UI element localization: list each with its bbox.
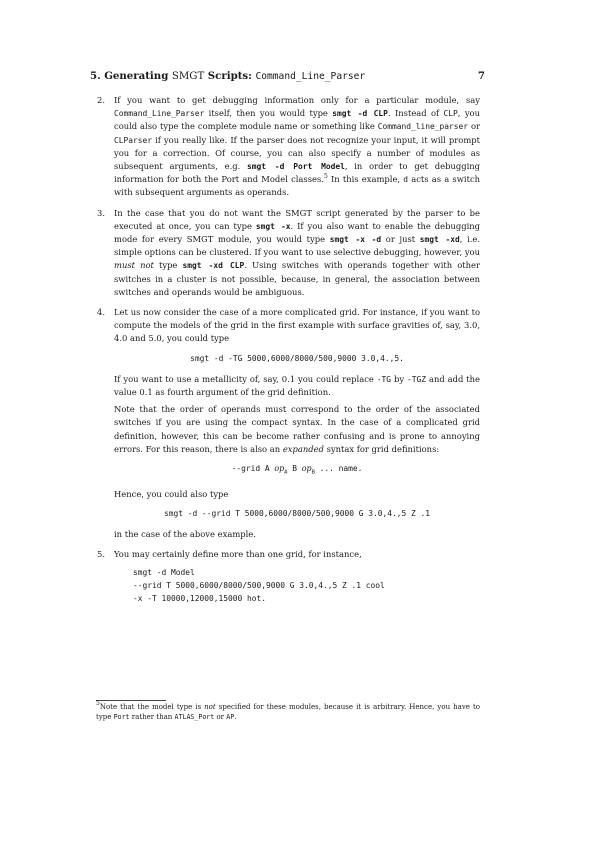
text: If you want to get debugging information only for a particular module, say	[114, 95, 480, 105]
subscript: B	[311, 469, 315, 476]
paragraph	[114, 373, 480, 399]
list-item-5	[97, 548, 480, 605]
text: itself, then you would type	[204, 108, 333, 119]
inline-code: Port	[113, 713, 130, 722]
section-smgt: SMGT	[171, 71, 205, 82]
paragraph	[114, 207, 480, 299]
item-number: 4.	[97, 307, 105, 318]
item-number: 5.	[97, 549, 105, 560]
inline-code: smgt -d CLP	[332, 109, 388, 119]
text: B	[287, 464, 302, 474]
inline-code: ATLAS_Port	[174, 713, 215, 722]
paragraph: in the case of the above example.	[114, 529, 256, 540]
body-text	[97, 94, 481, 612]
operand: op	[301, 464, 312, 474]
text: --grid A	[231, 464, 275, 474]
inline-code: -TG	[376, 374, 392, 384]
code-block	[114, 566, 480, 606]
footnote	[96, 702, 480, 723]
footnote-mark: 5	[323, 173, 328, 181]
text: , you could also type the complete module name or something like	[114, 108, 480, 132]
text: . Instead of	[387, 108, 444, 119]
text: or	[214, 713, 227, 722]
inline-code: smgt -x -d	[329, 235, 382, 245]
item-number: 2.	[97, 95, 105, 105]
text: by	[391, 373, 408, 384]
text: In this example,	[327, 174, 404, 185]
paragraph	[114, 403, 480, 456]
text: syntax for grid definitions:	[323, 443, 440, 454]
section-number: 5.	[90, 70, 101, 82]
text: If you want to use a metallicity of, say, 0.1 you could replace	[114, 373, 377, 384]
paragraph: You may certainly define more than one grid, for instance,	[114, 549, 362, 560]
inline-code: Command_Line_Parser	[114, 109, 205, 119]
inline-code: CLParser	[114, 135, 153, 145]
text: and add the value 0.1 as fourth argument of the grid definition.	[114, 373, 481, 398]
text: acts as a switch with subsequent arguments as operands.	[114, 174, 481, 198]
command-display: smgt -d --grid T 5000,6000/8000/500,9000 G 3.0,4.,5 Z .1	[163, 509, 431, 519]
inline-code: d	[403, 175, 409, 185]
inline-code: smgt -xd	[419, 235, 460, 245]
text: In the case that you do not want the SMGT script generated by the parser to be executed at once, you can type	[114, 207, 480, 231]
text: or	[468, 121, 480, 132]
page-number: 7	[477, 70, 485, 82]
list-item-4	[97, 306, 481, 541]
paragraph: Hence, you could also type	[114, 488, 229, 499]
inline-code: smgt -d Port Model	[247, 162, 345, 172]
code-line: --grid T 5000,6000/8000/500,9000 G 3.0,4.,5 Z .1 cool	[133, 580, 385, 590]
paragraph	[114, 94, 480, 200]
text: type	[153, 260, 183, 271]
text: . If you also want to enable the debugging mode for every SMGT module, you would type	[114, 220, 481, 245]
text: rather than	[129, 713, 175, 722]
text: .	[234, 713, 237, 722]
text: , i.e. simple options can be clustered. If you want to use selective debugging, however, you	[114, 234, 481, 258]
subscript: A	[284, 469, 288, 476]
emphasis: not	[204, 703, 216, 711]
text: or just	[381, 234, 420, 245]
inline-code: -TGZ	[407, 374, 427, 384]
inline-code: Command_line_parser	[377, 122, 469, 132]
text: . Using switches with operands together with other switches in a cluster is not possible, because, in general, the association between switches and operands would be ambiguous.	[114, 260, 480, 297]
emphasis: expanded	[282, 443, 324, 454]
code-line: smgt -d Model	[133, 567, 195, 577]
syntax-display	[114, 462, 480, 480]
section-word: Generating	[104, 70, 169, 82]
section-rest: Scripts:	[207, 70, 252, 82]
operand: op	[274, 464, 285, 474]
code-line: -x -T 10000,12000,15000 hot.	[133, 594, 267, 604]
section-code: Command_Line_Parser	[255, 71, 366, 82]
running-header	[90, 70, 485, 82]
inline-code: smgt -x	[255, 221, 291, 231]
inline-code: smgt -xd CLP	[182, 261, 245, 271]
footnote-rule	[96, 700, 166, 701]
list-item-3	[97, 207, 481, 299]
paragraph: Let us now consider the case of a more complicated grid. For instance, if you want to compute the models of the grid in the first example with surface gravities of, say, 3.0, 4.0 and 5.0, you could type	[114, 307, 480, 344]
item-number: 3.	[97, 207, 105, 218]
footnote-mark: 5	[96, 700, 100, 707]
emphasis: must not	[114, 260, 154, 271]
command-display: smgt -d -TG 5000,6000/8000/500,9000 3.0,4.,5.	[190, 353, 404, 363]
inline-code: CLP	[443, 109, 458, 119]
text: , in order to get debugging information for both the Port and Model classes.	[114, 161, 480, 185]
text: ... name.	[314, 464, 363, 474]
list-item-2	[97, 94, 481, 200]
inline-code: AP	[226, 713, 235, 722]
text: if you really like. If the parser does not recognize your input, it will prompt you for a correction. Of course, you can also specify a number of modules as subsequent arguments, e.g.	[114, 134, 480, 172]
text: Note that the model type is	[99, 703, 205, 711]
text: Note that the order of operands must correspond to the order of the associated switches if you are using the compact syntax. In the case of a complicated grid definition, however, this can be become rather confusing and is prone to annoying errors. For this reason, there is also an	[114, 404, 480, 454]
text: specified for these modules, because it is arbitrary. Hence, you have to type	[96, 703, 480, 722]
